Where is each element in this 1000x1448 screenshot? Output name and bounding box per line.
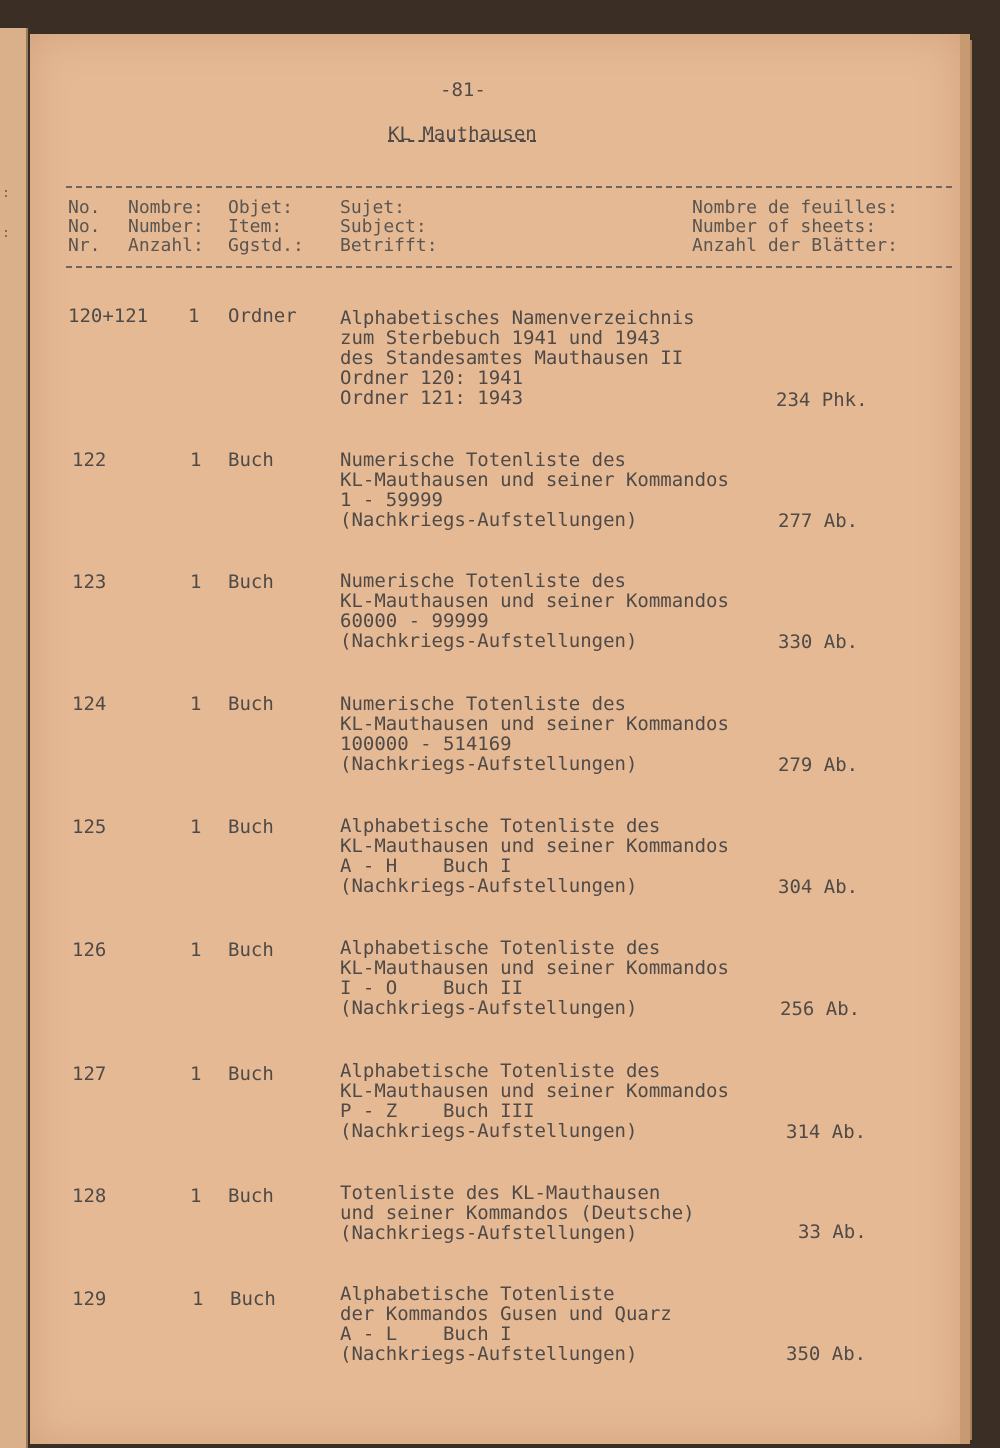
entry-count: 1 — [190, 693, 202, 715]
prev-page-mark: : — [2, 186, 10, 201]
entry-description-line: P - Z Buch III — [340, 1100, 535, 1122]
entry-description-line: KL-Mauthausen und seiner Kommandos — [340, 713, 729, 735]
entry-sheets: 350 Ab. — [786, 1343, 867, 1365]
entry-description-line: Alphabetische Totenliste des — [340, 937, 661, 959]
entry-description-line: Alphabetische Totenliste des — [340, 815, 661, 837]
header-no-fr: No. — [68, 197, 101, 218]
entry-number: 120+121 — [68, 305, 149, 327]
page-title: KL Mauthausen — [388, 123, 537, 145]
entry-description-line: zum Sterbebuch 1941 und 1943 — [340, 327, 661, 349]
header-subject-fr: Sujet: — [340, 197, 406, 218]
entry-item: Buch — [228, 449, 274, 471]
header-item-en: Item: — [228, 216, 283, 237]
entry-description-line: Numerische Totenliste des — [340, 570, 626, 592]
entry-number: 126 — [72, 939, 107, 961]
entry-sheets: 33 Ab. — [798, 1221, 867, 1243]
entry-count: 1 — [190, 939, 202, 961]
header-top-rule — [66, 186, 952, 188]
entry-description-line: KL-Mauthausen und seiner Kommandos — [340, 469, 729, 491]
header-sheets-de: Anzahl der Blätter: — [692, 235, 898, 256]
entry-count: 1 — [190, 571, 202, 593]
entry-description-line: (Nachkriegs-Aufstellungen) — [340, 875, 638, 897]
entry-description-line: Totenliste des KL-Mauthausen — [340, 1182, 661, 1204]
entry-description-line: KL-Mauthausen und seiner Kommandos — [340, 1080, 729, 1102]
entry-number: 125 — [72, 816, 107, 838]
entry-number: 129 — [72, 1288, 107, 1310]
entry-description-line: A - L Buch I — [340, 1323, 512, 1345]
entry-item: Buch — [228, 939, 274, 961]
entry-description-line: A - H Buch I — [340, 855, 512, 877]
entry-sheets: 314 Ab. — [786, 1121, 867, 1143]
entry-description-line: des Standesamtes Mauthausen II — [340, 347, 684, 369]
entry-item: Buch — [228, 1063, 274, 1085]
entry-description-line: I - O Buch II — [340, 977, 524, 999]
entry-description-line: und seiner Kommandos (Deutsche) — [340, 1202, 695, 1224]
entry-number: 123 — [72, 571, 107, 593]
entry-item: Buch — [228, 693, 274, 715]
header-subject-en: Subject: — [340, 216, 427, 237]
entry-sheets: 277 Ab. — [778, 510, 859, 532]
header-no-en: No. — [68, 216, 101, 237]
page-number: -81- — [440, 79, 486, 101]
entry-description-line: Numerische Totenliste des — [340, 449, 626, 471]
entry-description-line: 60000 - 99999 — [340, 610, 489, 632]
entry-count: 1 — [190, 1185, 202, 1207]
header-count-fr: Nombre: — [128, 197, 204, 218]
entry-item: Buch — [228, 816, 274, 838]
prev-page-mark: : — [2, 226, 10, 241]
entry-description-line: 1 - 59999 — [340, 489, 443, 511]
entry-description-line: (Nachkriegs-Aufstellungen) — [340, 1222, 638, 1244]
entry-sheets: 256 Ab. — [780, 998, 861, 1020]
entry-description-line: (Nachkriegs-Aufstellungen) — [340, 630, 638, 652]
entry-count: 1 — [188, 305, 200, 327]
entry-item: Ordner — [228, 305, 297, 327]
entry-count: 1 — [190, 449, 202, 471]
entry-item: Buch — [228, 571, 274, 593]
entry-sheets: 304 Ab. — [778, 876, 859, 898]
header-no-de: Nr. — [68, 235, 101, 256]
header-item-de: Ggstd.: — [228, 235, 304, 256]
previous-page-edge — [0, 28, 28, 1448]
entry-description-line: Alphabetische Totenliste — [340, 1283, 615, 1305]
entry-description-line: Alphabetische Totenliste des — [340, 1060, 661, 1082]
entry-description-line: (Nachkriegs-Aufstellungen) — [340, 1120, 638, 1142]
header-count-en: Number: — [128, 216, 204, 237]
header-bottom-rule — [66, 266, 952, 268]
entry-description-line: (Nachkriegs-Aufstellungen) — [340, 1343, 638, 1365]
entry-sheets: 279 Ab. — [778, 754, 859, 776]
entry-description-line: KL-Mauthausen und seiner Kommandos — [340, 590, 729, 612]
entry-description-line: 100000 - 514169 — [340, 733, 512, 755]
entry-description-line: (Nachkriegs-Aufstellungen) — [340, 509, 638, 531]
entry-description-line: (Nachkriegs-Aufstellungen) — [340, 997, 638, 1019]
header-count-de: Anzahl: — [128, 235, 204, 256]
entry-number: 124 — [72, 693, 107, 715]
entry-count: 1 — [192, 1288, 204, 1310]
entry-sheets: 234 Phk. — [776, 389, 868, 411]
entry-description-line: (Nachkriegs-Aufstellungen) — [340, 753, 638, 775]
entry-description-line: Alphabetisches Namenverzeichnis — [340, 307, 695, 329]
entry-count: 1 — [190, 816, 202, 838]
entry-number: 127 — [72, 1063, 107, 1085]
header-item-fr: Objet: — [228, 197, 294, 218]
entry-description-line: der Kommandos Gusen und Quarz — [340, 1303, 672, 1325]
entry-description-line: Ordner 121: 1943 — [340, 387, 524, 409]
entry-description-line: KL-Mauthausen und seiner Kommandos — [340, 835, 729, 857]
entry-number: 122 — [72, 449, 107, 471]
entry-description-line: KL-Mauthausen und seiner Kommandos — [340, 957, 729, 979]
entry-item: Buch — [230, 1288, 276, 1310]
header-subject-de: Betrifft: — [340, 235, 438, 256]
entry-sheets: 330 Ab. — [778, 631, 859, 653]
entry-description-line: Ordner 120: 1941 — [340, 367, 524, 389]
entry-count: 1 — [190, 1063, 202, 1085]
entry-description-line: Numerische Totenliste des — [340, 693, 626, 715]
header-sheets-en: Number of sheets: — [692, 216, 877, 237]
entry-item: Buch — [228, 1185, 274, 1207]
header-sheets-fr: Nombre de feuilles: — [692, 197, 898, 218]
entry-number: 128 — [72, 1185, 107, 1207]
